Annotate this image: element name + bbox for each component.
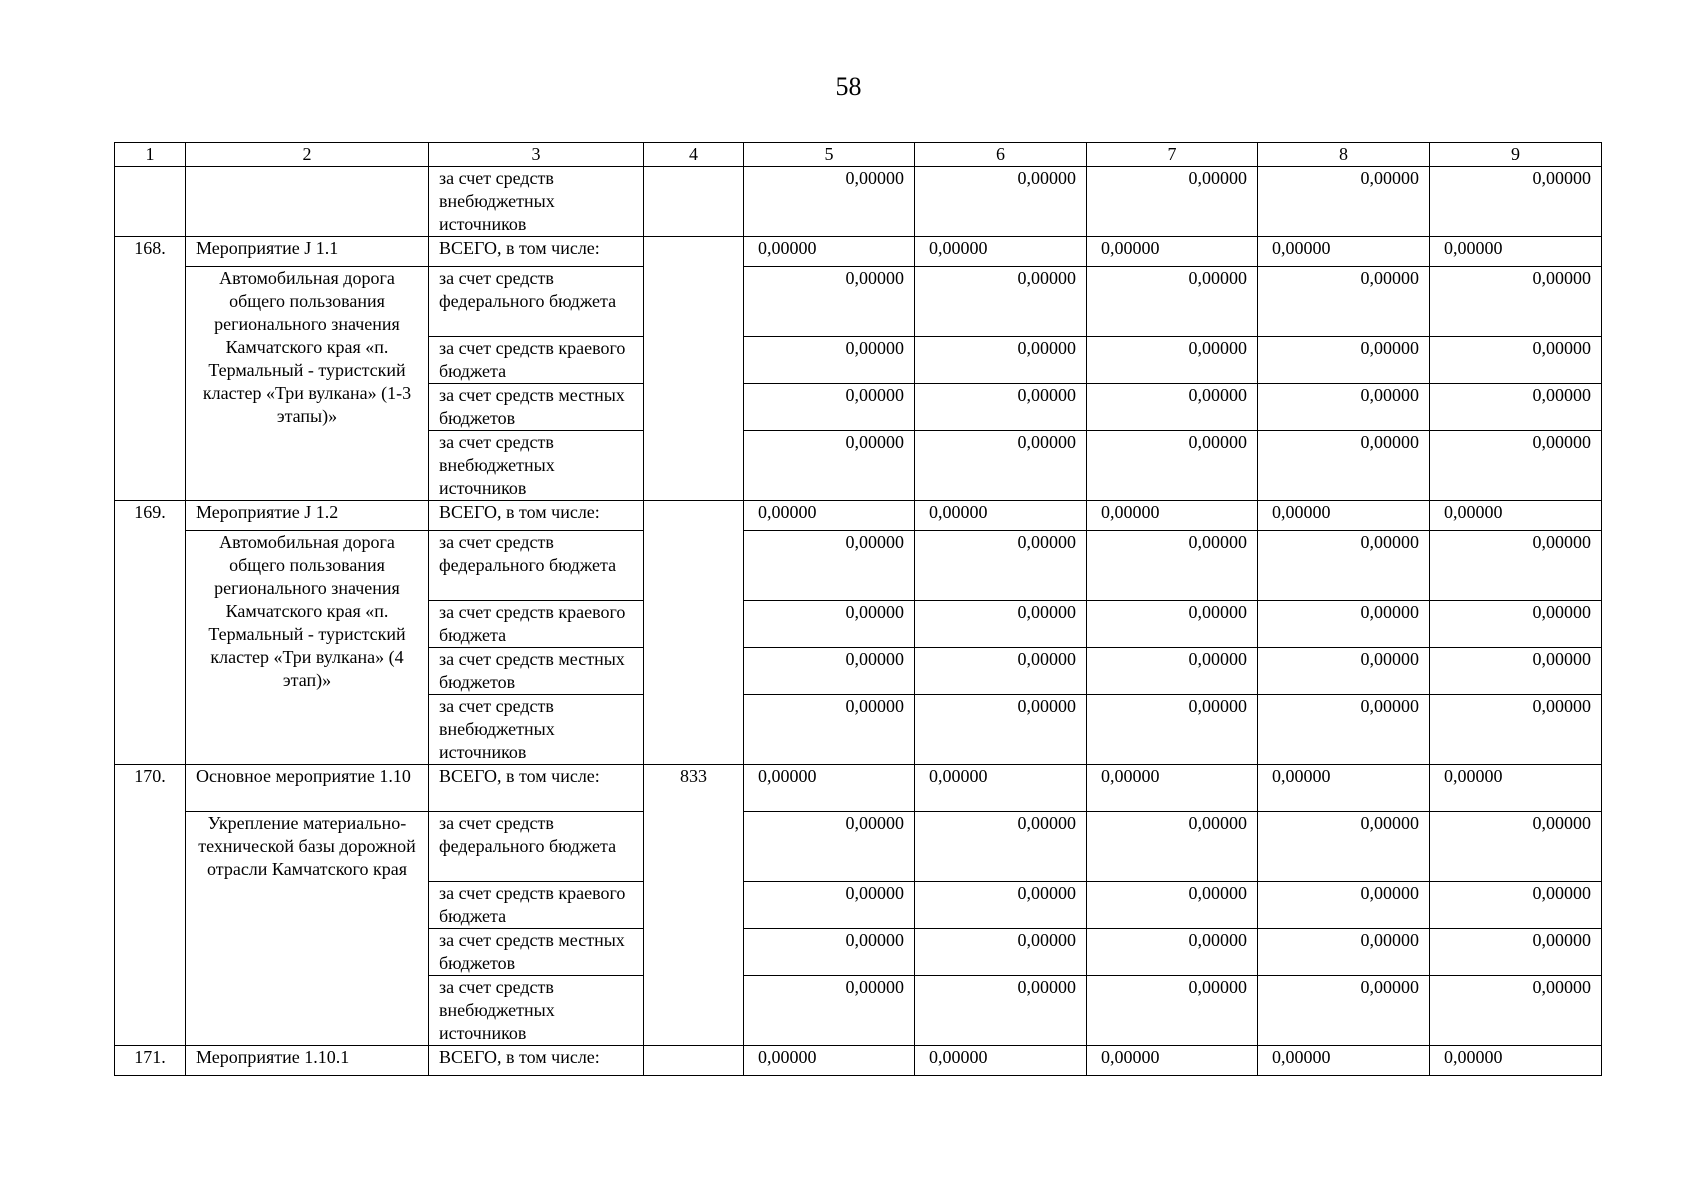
value-cell: 0,00000 [744, 812, 915, 882]
column-header: 3 [429, 143, 644, 167]
code-cell [644, 237, 744, 501]
value-cell: 0,00000 [1430, 431, 1602, 501]
measure-title: Основное мероприятие 1.10 [186, 765, 429, 812]
value-cell: 0,00000 [1258, 384, 1430, 431]
value-cell: 0,00000 [1258, 812, 1430, 882]
total-value: 0,00000 [744, 501, 915, 531]
value-cell: 0,00000 [1430, 695, 1602, 765]
table-row [115, 812, 1602, 882]
value-cell: 0,00000 [1258, 976, 1430, 1046]
total-label: ВСЕГО, в том числе: [429, 765, 644, 812]
measure-description: Автомобильная дорога общего пользования регионального значения Камчатского края «п. Термальный - туристский кластер «Три вулкана» (1-3 этапы)» [186, 267, 429, 501]
table-row [115, 765, 1602, 812]
row-number: 170. [115, 765, 186, 1046]
measure-description: Укрепление материально-технической базы дорожной отрасли Камчатского края [186, 812, 429, 1046]
measure-title: Мероприятие J 1.2 [186, 501, 429, 531]
total-value: 0,00000 [915, 1046, 1087, 1076]
source-label: за счет средств краевого бюджета [429, 601, 644, 648]
column-header: 7 [1087, 143, 1258, 167]
value-cell: 0,00000 [1258, 267, 1430, 337]
value-cell: 0,00000 [1258, 431, 1430, 501]
value-cell: 0,00000 [915, 695, 1087, 765]
code-cell [644, 167, 744, 237]
column-header: 9 [1430, 143, 1602, 167]
total-label: ВСЕГО, в том числе: [429, 1046, 644, 1076]
total-value: 0,00000 [915, 501, 1087, 531]
value-cell: 0,00000 [915, 882, 1087, 929]
value-cell: 0,00000 [915, 167, 1087, 237]
value-cell: 0,00000 [915, 601, 1087, 648]
value-cell: 0,00000 [1258, 695, 1430, 765]
total-value: 0,00000 [1430, 501, 1602, 531]
total-label: ВСЕГО, в том числе: [429, 501, 644, 531]
total-value: 0,00000 [1258, 1046, 1430, 1076]
value-cell: 0,00000 [1430, 929, 1602, 976]
value-cell: 0,00000 [744, 431, 915, 501]
value-cell: 0,00000 [1087, 431, 1258, 501]
value-cell: 0,00000 [1430, 167, 1602, 237]
value-cell: 0,00000 [915, 976, 1087, 1046]
value-cell: 0,00000 [1258, 882, 1430, 929]
total-value: 0,00000 [915, 765, 1087, 812]
value-cell: 0,00000 [915, 431, 1087, 501]
value-cell: 0,00000 [1430, 976, 1602, 1046]
page-number: 58 [835, 72, 862, 101]
table-row [115, 1046, 1602, 1076]
source-label: за счет средств внебюджетных источников [429, 167, 644, 237]
source-label: за счет средств внебюджетных источников [429, 431, 644, 501]
column-header: 8 [1258, 143, 1430, 167]
value-cell: 0,00000 [915, 384, 1087, 431]
total-label: ВСЕГО, в том числе: [429, 237, 644, 267]
code-cell [644, 1046, 744, 1076]
row-number: 171. [115, 1046, 186, 1076]
source-label: за счет средств местных бюджетов [429, 384, 644, 431]
value-cell: 0,00000 [1430, 384, 1602, 431]
value-cell: 0,00000 [915, 337, 1087, 384]
source-label: за счет средств местных бюджетов [429, 648, 644, 695]
value-cell: 0,00000 [744, 648, 915, 695]
value-cell: 0,00000 [1087, 812, 1258, 882]
value-cell: 0,00000 [915, 812, 1087, 882]
value-cell: 0,00000 [744, 882, 915, 929]
value-cell: 0,00000 [744, 384, 915, 431]
total-value: 0,00000 [744, 765, 915, 812]
source-label: за счет средств федерального бюджета [429, 812, 644, 882]
total-value: 0,00000 [1430, 765, 1602, 812]
column-header: 4 [644, 143, 744, 167]
total-value: 0,00000 [1258, 237, 1430, 267]
table-row [115, 237, 1602, 267]
source-label: за счет средств федерального бюджета [429, 267, 644, 337]
value-cell: 0,00000 [1258, 929, 1430, 976]
code-cell: 833 [644, 765, 744, 1046]
row-number: 168. [115, 237, 186, 501]
value-cell: 0,00000 [1258, 601, 1430, 648]
value-cell: 0,00000 [915, 929, 1087, 976]
source-label: за счет средств внебюджетных источников [429, 976, 644, 1046]
table-row [115, 267, 1602, 337]
source-label: за счет средств местных бюджетов [429, 929, 644, 976]
row-number-cell [115, 167, 186, 237]
total-value: 0,00000 [915, 237, 1087, 267]
total-value: 0,00000 [1087, 237, 1258, 267]
value-cell: 0,00000 [1087, 976, 1258, 1046]
value-cell: 0,00000 [1430, 601, 1602, 648]
value-cell: 0,00000 [1430, 267, 1602, 337]
name-cell [186, 167, 429, 237]
value-cell: 0,00000 [744, 695, 915, 765]
value-cell: 0,00000 [1087, 695, 1258, 765]
total-value: 0,00000 [1087, 765, 1258, 812]
value-cell: 0,00000 [744, 167, 915, 237]
value-cell: 0,00000 [1087, 882, 1258, 929]
value-cell: 0,00000 [1258, 648, 1430, 695]
value-cell: 0,00000 [1087, 167, 1258, 237]
value-cell: 0,00000 [1087, 384, 1258, 431]
value-cell: 0,00000 [744, 531, 915, 601]
source-label: за счет средств краевого бюджета [429, 337, 644, 384]
budget-table [114, 142, 1602, 1076]
value-cell: 0,00000 [744, 337, 915, 384]
source-label: за счет средств краевого бюджета [429, 882, 644, 929]
value-cell: 0,00000 [1258, 531, 1430, 601]
value-cell: 0,00000 [744, 929, 915, 976]
value-cell: 0,00000 [1430, 882, 1602, 929]
value-cell: 0,00000 [1430, 648, 1602, 695]
column-header: 1 [115, 143, 186, 167]
value-cell: 0,00000 [744, 601, 915, 648]
measure-title: Мероприятие J 1.1 [186, 237, 429, 267]
source-label: за счет средств внебюджетных источников [429, 695, 644, 765]
total-value: 0,00000 [744, 1046, 915, 1076]
row-number: 169. [115, 501, 186, 765]
value-cell: 0,00000 [744, 976, 915, 1046]
total-value: 0,00000 [1087, 501, 1258, 531]
value-cell: 0,00000 [1258, 337, 1430, 384]
value-cell: 0,00000 [915, 267, 1087, 337]
value-cell: 0,00000 [744, 267, 915, 337]
column-header: 2 [186, 143, 429, 167]
total-value: 0,00000 [1430, 1046, 1602, 1076]
value-cell: 0,00000 [1087, 929, 1258, 976]
value-cell: 0,00000 [1087, 267, 1258, 337]
table-row [115, 167, 1602, 237]
total-value: 0,00000 [1430, 237, 1602, 267]
total-value: 0,00000 [1258, 501, 1430, 531]
value-cell: 0,00000 [1430, 337, 1602, 384]
code-cell [644, 501, 744, 765]
value-cell: 0,00000 [1087, 531, 1258, 601]
total-value: 0,00000 [1087, 1046, 1258, 1076]
column-header: 5 [744, 143, 915, 167]
table-row [115, 501, 1602, 531]
value-cell: 0,00000 [915, 531, 1087, 601]
source-label: за счет средств федерального бюджета [429, 531, 644, 601]
value-cell: 0,00000 [1087, 648, 1258, 695]
value-cell: 0,00000 [1430, 531, 1602, 601]
value-cell: 0,00000 [915, 648, 1087, 695]
value-cell: 0,00000 [1430, 812, 1602, 882]
table-row [115, 531, 1602, 601]
measure-title: Мероприятие 1.10.1 [186, 1046, 429, 1076]
total-value: 0,00000 [744, 237, 915, 267]
column-header: 6 [915, 143, 1087, 167]
total-value: 0,00000 [1258, 765, 1430, 812]
value-cell: 0,00000 [1258, 167, 1430, 237]
value-cell: 0,00000 [1087, 337, 1258, 384]
measure-description: Автомобильная дорога общего пользования регионального значения Камчатского края «п. Термальный - туристский кластер «Три вулкана» (4 этап)» [186, 531, 429, 765]
value-cell: 0,00000 [1087, 601, 1258, 648]
column-number-row [115, 143, 1602, 167]
